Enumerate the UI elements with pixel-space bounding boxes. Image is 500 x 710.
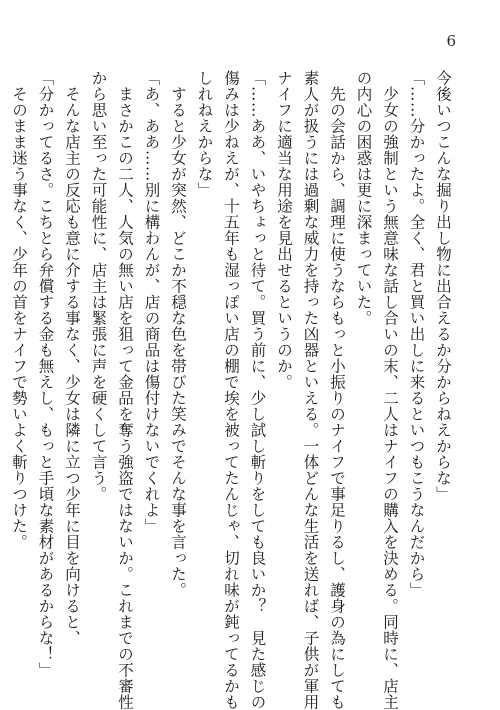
text-line: まさかこの二人、人気の無い店を狙って金品を奪う強盗ではないか。これまでの不審性 xyxy=(116,70,134,710)
text-line: から思い至った可能性に、店主は緊張に声を硬くして言う。 xyxy=(89,70,108,502)
text-line: 素人が扱うには過剰な威力を持った凶器といえる。一体どんな生活を送れば、子供が軍用 xyxy=(301,70,320,710)
text-line: 「あ、ああ……別に構わんが、店の商品は傷付けないでくれよ」 xyxy=(142,70,161,534)
text-line: 「分かってるさ。こちとら弁償する金も無えし、もっと手頃な素材があるからな！」 xyxy=(36,70,55,678)
body-text xyxy=(10,70,456,710)
text-line: しれねえからな」 xyxy=(195,70,214,198)
text-line: 今後いつこんな掘り出し物に出合えるか分からねえからな」 xyxy=(434,70,452,502)
text-line: 少女の強制という無意味な話し合いの末、二人はナイフの購入を決める。同時に、店主 xyxy=(381,70,399,710)
text-line: 先の会話から、調理に使うならもっと小振りのナイフで事足りるし、護身の為にしても xyxy=(328,70,346,710)
text-line: 「……ああ、いやちょっと待て。買う前に、少し試し斬りをしても良いか？ 見た感じの xyxy=(248,70,267,710)
page-number: 6 xyxy=(446,32,456,50)
text-line: 傷みは少ねえが、十五年も湿っぽい店の棚で埃を被ってたんじゃ、切れ味が鈍ってるかも xyxy=(222,70,240,710)
text-line: の内心の困惑は更に深まっていた。 xyxy=(354,70,373,326)
text-line: すると少女が突然、どこか不穏な色を帯びた笑みでそんな事を言った。 xyxy=(169,70,187,598)
text-line: そのまま迷う事なく、少年の首をナイフで勢いよく斬りつけた。 xyxy=(10,70,28,550)
text-line: そんな店主の反応も意に介する事なく、少女は隣に立つ少年に目を向けると、 xyxy=(63,70,81,646)
text-line: 「……分かったよ。全く、君と買い出しに来るといつもこうなんだから」 xyxy=(407,70,426,598)
text-line: ナイフに適当な用途を見出せるというのか。 xyxy=(275,70,293,390)
